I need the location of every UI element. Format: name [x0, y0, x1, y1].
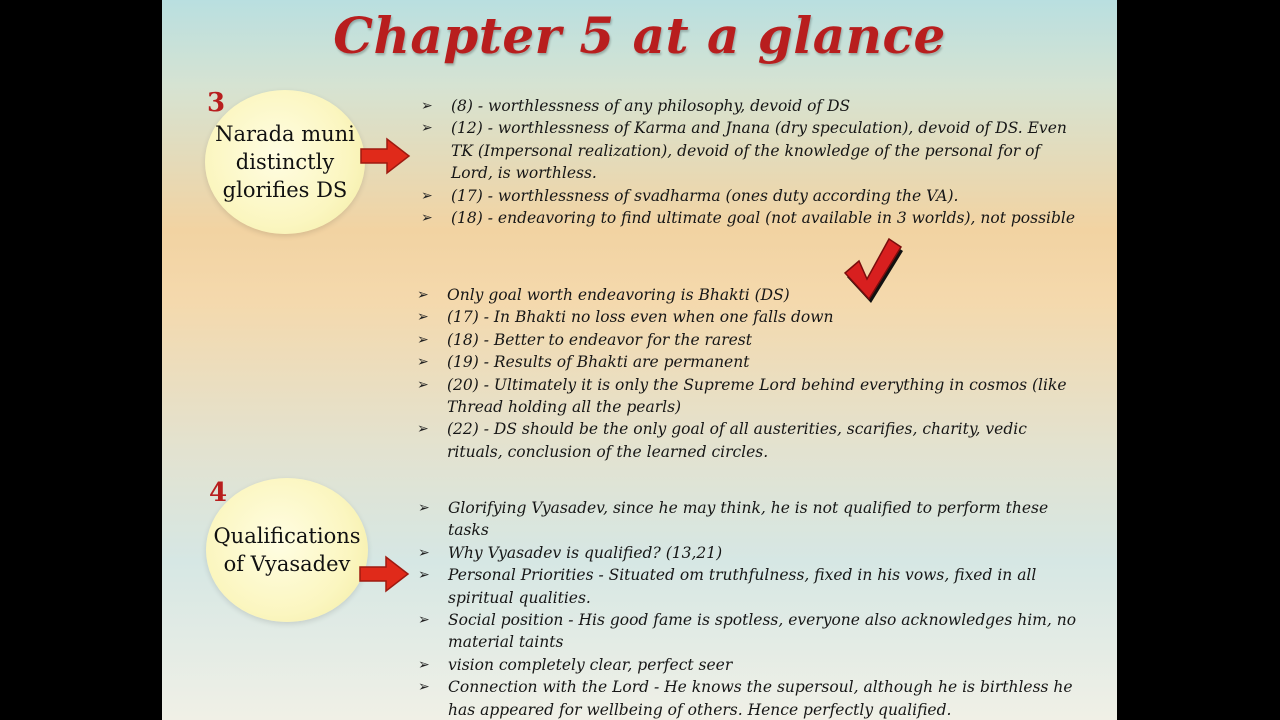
list-item: ➢ (18) - endeavoring to find ultimate goal (not available in 3 worlds), not possible — [421, 207, 1081, 229]
section-3-list — [421, 95, 1081, 229]
list-item: ➢ (20) - Ultimately it is only the Supreme Lord behind everything in cosmos (like Thread holding all the pearls) — [417, 375, 1067, 417]
list-item: ➢ (8) - worthlessness of any philosophy, devoid of DS — [421, 95, 1081, 117]
list-item: ➢ (17) - In Bhakti no loss even when one falls down — [417, 306, 1082, 328]
slide — [162, 0, 1117, 720]
bullet-icon: ➢ — [421, 98, 433, 114]
bullet-icon: ➢ — [421, 210, 433, 227]
bullet-icon: ➢ — [418, 656, 430, 673]
bullet-icon: ➢ — [418, 679, 430, 696]
section-3-number: 3 — [207, 88, 226, 118]
list-item: ➢ Personal Priorities - Situated om truthfulness, fixed in his vows, fixed in all spiritual qualities. — [418, 566, 1037, 607]
circle-line: Qualifications — [213, 524, 361, 548]
bullet-icon: ➢ — [418, 567, 430, 584]
list-item: ➢ (18) - Better to endeavor for the rarest — [417, 329, 1082, 351]
bullet-icon: ➢ — [418, 612, 430, 629]
bullet-icon: ➢ — [417, 287, 429, 303]
list-item: ➢ Connection with the Lord - He knows the supersoul, although he is birthless he has appeared for wellbeing of others. Hence perfectly qualified. — [418, 678, 1073, 719]
bullet-icon: ➢ — [421, 120, 433, 137]
bullet-icon: ➢ — [417, 331, 429, 348]
section-3-circle-label — [215, 120, 355, 204]
list-item: ➢ Why Vyasadev is qualified? (13,21) — [418, 542, 1083, 564]
list-item: ➢ (22) - DS should be the only goal of all austerities, scarifies, charity, vedic rituals, conclusion of the learned circles. — [417, 420, 1027, 461]
bullet-icon: ➢ — [418, 500, 430, 516]
list-item: ➢ Social position - His good fame is spotless, everyone also acknowledges him, no material taints — [418, 611, 1077, 652]
section-4-circle — [206, 478, 368, 622]
list-item: ➢ Glorifying Vyasadev, since he may think, he is not qualified to perform these tasks — [418, 499, 1049, 540]
right-arrow-icon — [359, 136, 411, 176]
list-item: ➢ (12) - worthlessness of Karma and Jnana (dry speculation), devoid of DS. Even TK (Impersonal realization), devoid of the knowledge of the personal for of Lord, is worthless. — [421, 119, 1067, 183]
list-item: ➢ (19) - Results of Bhakti are permanent — [417, 351, 1082, 373]
bullet-icon: ➢ — [417, 354, 429, 371]
list-item: ➢ Only goal worth endeavoring is Bhakti (DS) — [417, 284, 1082, 306]
list-item: ➢ (17) - worthlessness of svadharma (ones duty according the VA). — [421, 185, 1081, 207]
section-3-list-2 — [417, 284, 1082, 463]
bullet-icon: ➢ — [417, 309, 429, 326]
slide-title: Chapter 5 at a glance — [333, 6, 946, 65]
bullet-icon: ➢ — [417, 421, 429, 438]
right-arrow-icon — [358, 554, 410, 594]
section-3-circle — [205, 90, 365, 234]
circle-line: distinctly — [235, 150, 335, 174]
section-4-list — [418, 497, 1083, 720]
section-4-circle-label — [213, 522, 360, 578]
circle-line: of Vyasadev — [223, 552, 351, 576]
bullet-icon: ➢ — [417, 376, 429, 393]
circle-line: glorifies DS — [222, 178, 348, 202]
circle-line: Narada muni — [215, 122, 355, 146]
list-item: ➢ vision completely clear, perfect seer — [418, 654, 1083, 676]
bullet-icon: ➢ — [418, 544, 430, 561]
section-4-number: 4 — [209, 478, 228, 508]
bullet-icon: ➢ — [421, 187, 433, 204]
